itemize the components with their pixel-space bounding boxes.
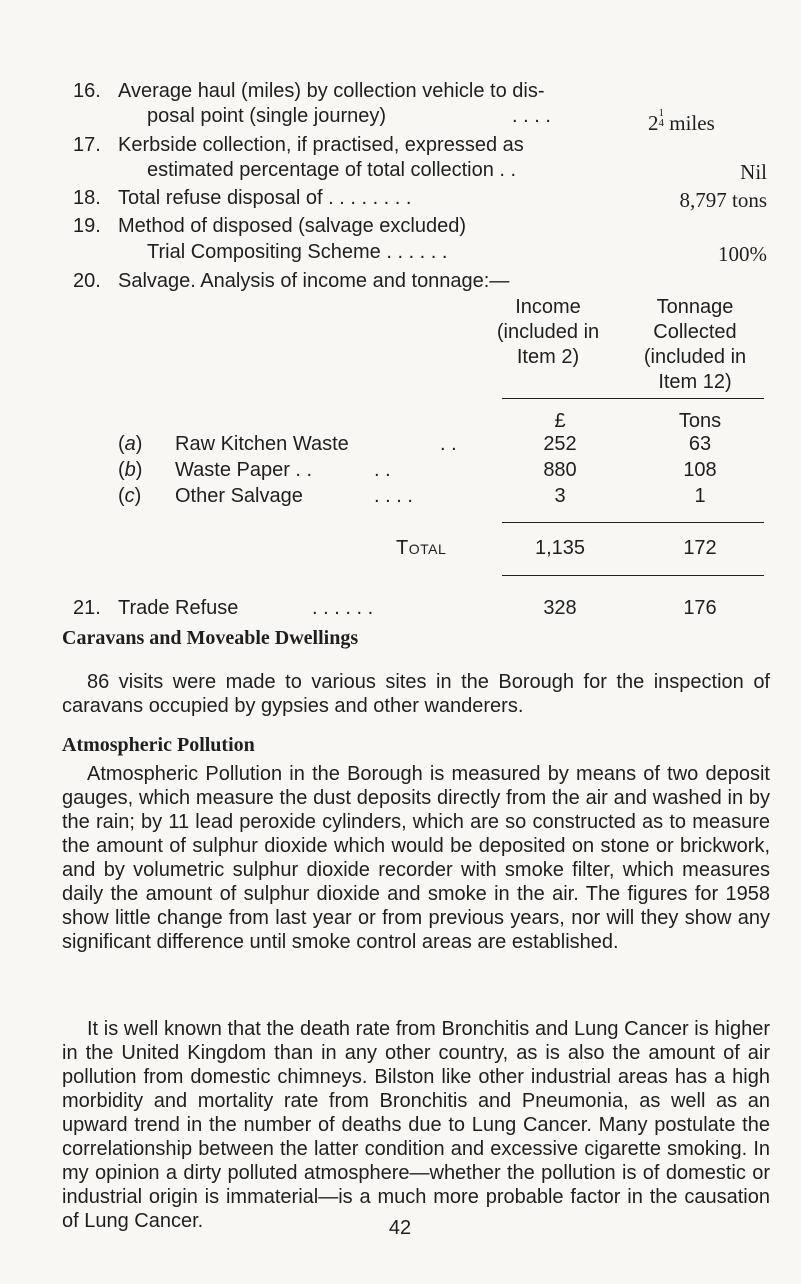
item-text: Method of disposed (salvage excluded) (118, 215, 466, 237)
total-income: 1,135 (534, 537, 586, 559)
trade-tons: 176 (683, 597, 717, 619)
tonnage-unit: Tons (678, 410, 722, 432)
leader-dots: . . . . (374, 485, 413, 507)
item-number: 17. (73, 134, 101, 156)
table-rule (502, 575, 764, 576)
page-number: 42 (388, 1217, 412, 1239)
table-rule (502, 398, 764, 399)
item-text: Average haul (miles) by collection vehicle to dis- (118, 80, 545, 102)
row-letter: (c) (118, 485, 142, 507)
item-text: Total refuse disposal of . . . . . . . . (118, 187, 412, 209)
income-cell: 880 (543, 459, 577, 481)
trade-income: 328 (543, 597, 577, 619)
total-tons: 172 (683, 537, 717, 559)
row-label: Waste Paper . . (175, 459, 313, 481)
row-label: Raw Kitchen Waste (175, 433, 349, 455)
item-text: estimated percentage of total collection . . (147, 159, 517, 181)
item-number: 19. (73, 215, 101, 237)
item-number: 16. (73, 80, 101, 102)
leader-dots: . . . . (512, 105, 551, 127)
section-heading: Atmospheric Pollution (62, 734, 255, 756)
paragraph: It is well known that the death rate from Bronchitis and Lung Cancer is higher in the United Kingdom than in any other country, as is also the amount of air pollution from domestic chimneys. Bilston like other industrial areas has a high morbidity and mortality rate from Bronchitis and Pneumonia, as well as an upward trend in the number of deaths due to Lung Cancer. Many postulate the correlationship between the latter condition and excessive cigarette smoking. In my opinion a dirty polluted atmosphere—whether the pollution is of domestic or industrial origin is immaterial—is a much more probable factor in the causation of Lung Cancer. (62, 1018, 770, 1232)
item-number: 21. (73, 597, 101, 619)
item-text: Kerbside collection, if practised, expressed as (118, 134, 524, 156)
item-number: 18. (73, 187, 101, 209)
item-value: Nil (740, 160, 767, 184)
leader-dots: . . (374, 459, 391, 481)
income-unit: £ (554, 410, 566, 432)
section-heading: Caravans and Moveable Dwellings (62, 627, 359, 649)
item-value: 100% (718, 242, 767, 266)
item-text: Trial Compositing Scheme . . . . . . (147, 241, 448, 263)
leader-dots: . . (440, 433, 457, 455)
income-cell: 3 (554, 485, 566, 507)
row-label: Other Salvage (175, 485, 303, 507)
item-text: posal point (single journey) (147, 105, 387, 127)
tonnage-column-header: Tonnage Collected (included in Item 12) (643, 296, 747, 393)
tons-cell: 1 (694, 485, 706, 507)
item-number: 20. (73, 270, 101, 292)
table-rule (502, 522, 764, 523)
item-text: Salvage. Analysis of income and tonnage:— (118, 270, 510, 292)
row-letter: (a) (118, 433, 143, 455)
row-label: Trade Refuse (118, 597, 239, 619)
tons-cell: 108 (683, 459, 717, 481)
item-value: 8,797 tons (679, 188, 767, 212)
paragraph: Atmospheric Pollution in the Borough is measured by means of two deposit gauges, which measure the dust deposits directly from the air and washed in by the rain; by 11 lead peroxide cylinders, which are so constructed as to measure the amount of sulphur dioxide which would be deposited on stone or brickwork, and by volumetric sulphur dioxide recorder with smoke filter, which measures daily the amount of sulphur dioxide and smoke in the air. The figures for 1958 show little change from last year or from previous years, nor will they show any significant difference until smoke control areas are established. (62, 763, 770, 953)
leader-dots: . . . . . . (312, 597, 374, 619)
income-column-header: Income (included in Item 2) (496, 296, 600, 368)
income-cell: 252 (543, 433, 577, 455)
item-value: 21 4 miles (648, 107, 715, 135)
tons-cell: 63 (688, 433, 712, 455)
row-letter: (b) (118, 459, 143, 481)
paragraph: 86 visits were made to various sites in the Borough for the inspection of caravans occupied by gypsies and other wanderers. (62, 671, 770, 717)
fraction: 1 4 (658, 107, 664, 129)
total-label: Total (396, 537, 447, 559)
